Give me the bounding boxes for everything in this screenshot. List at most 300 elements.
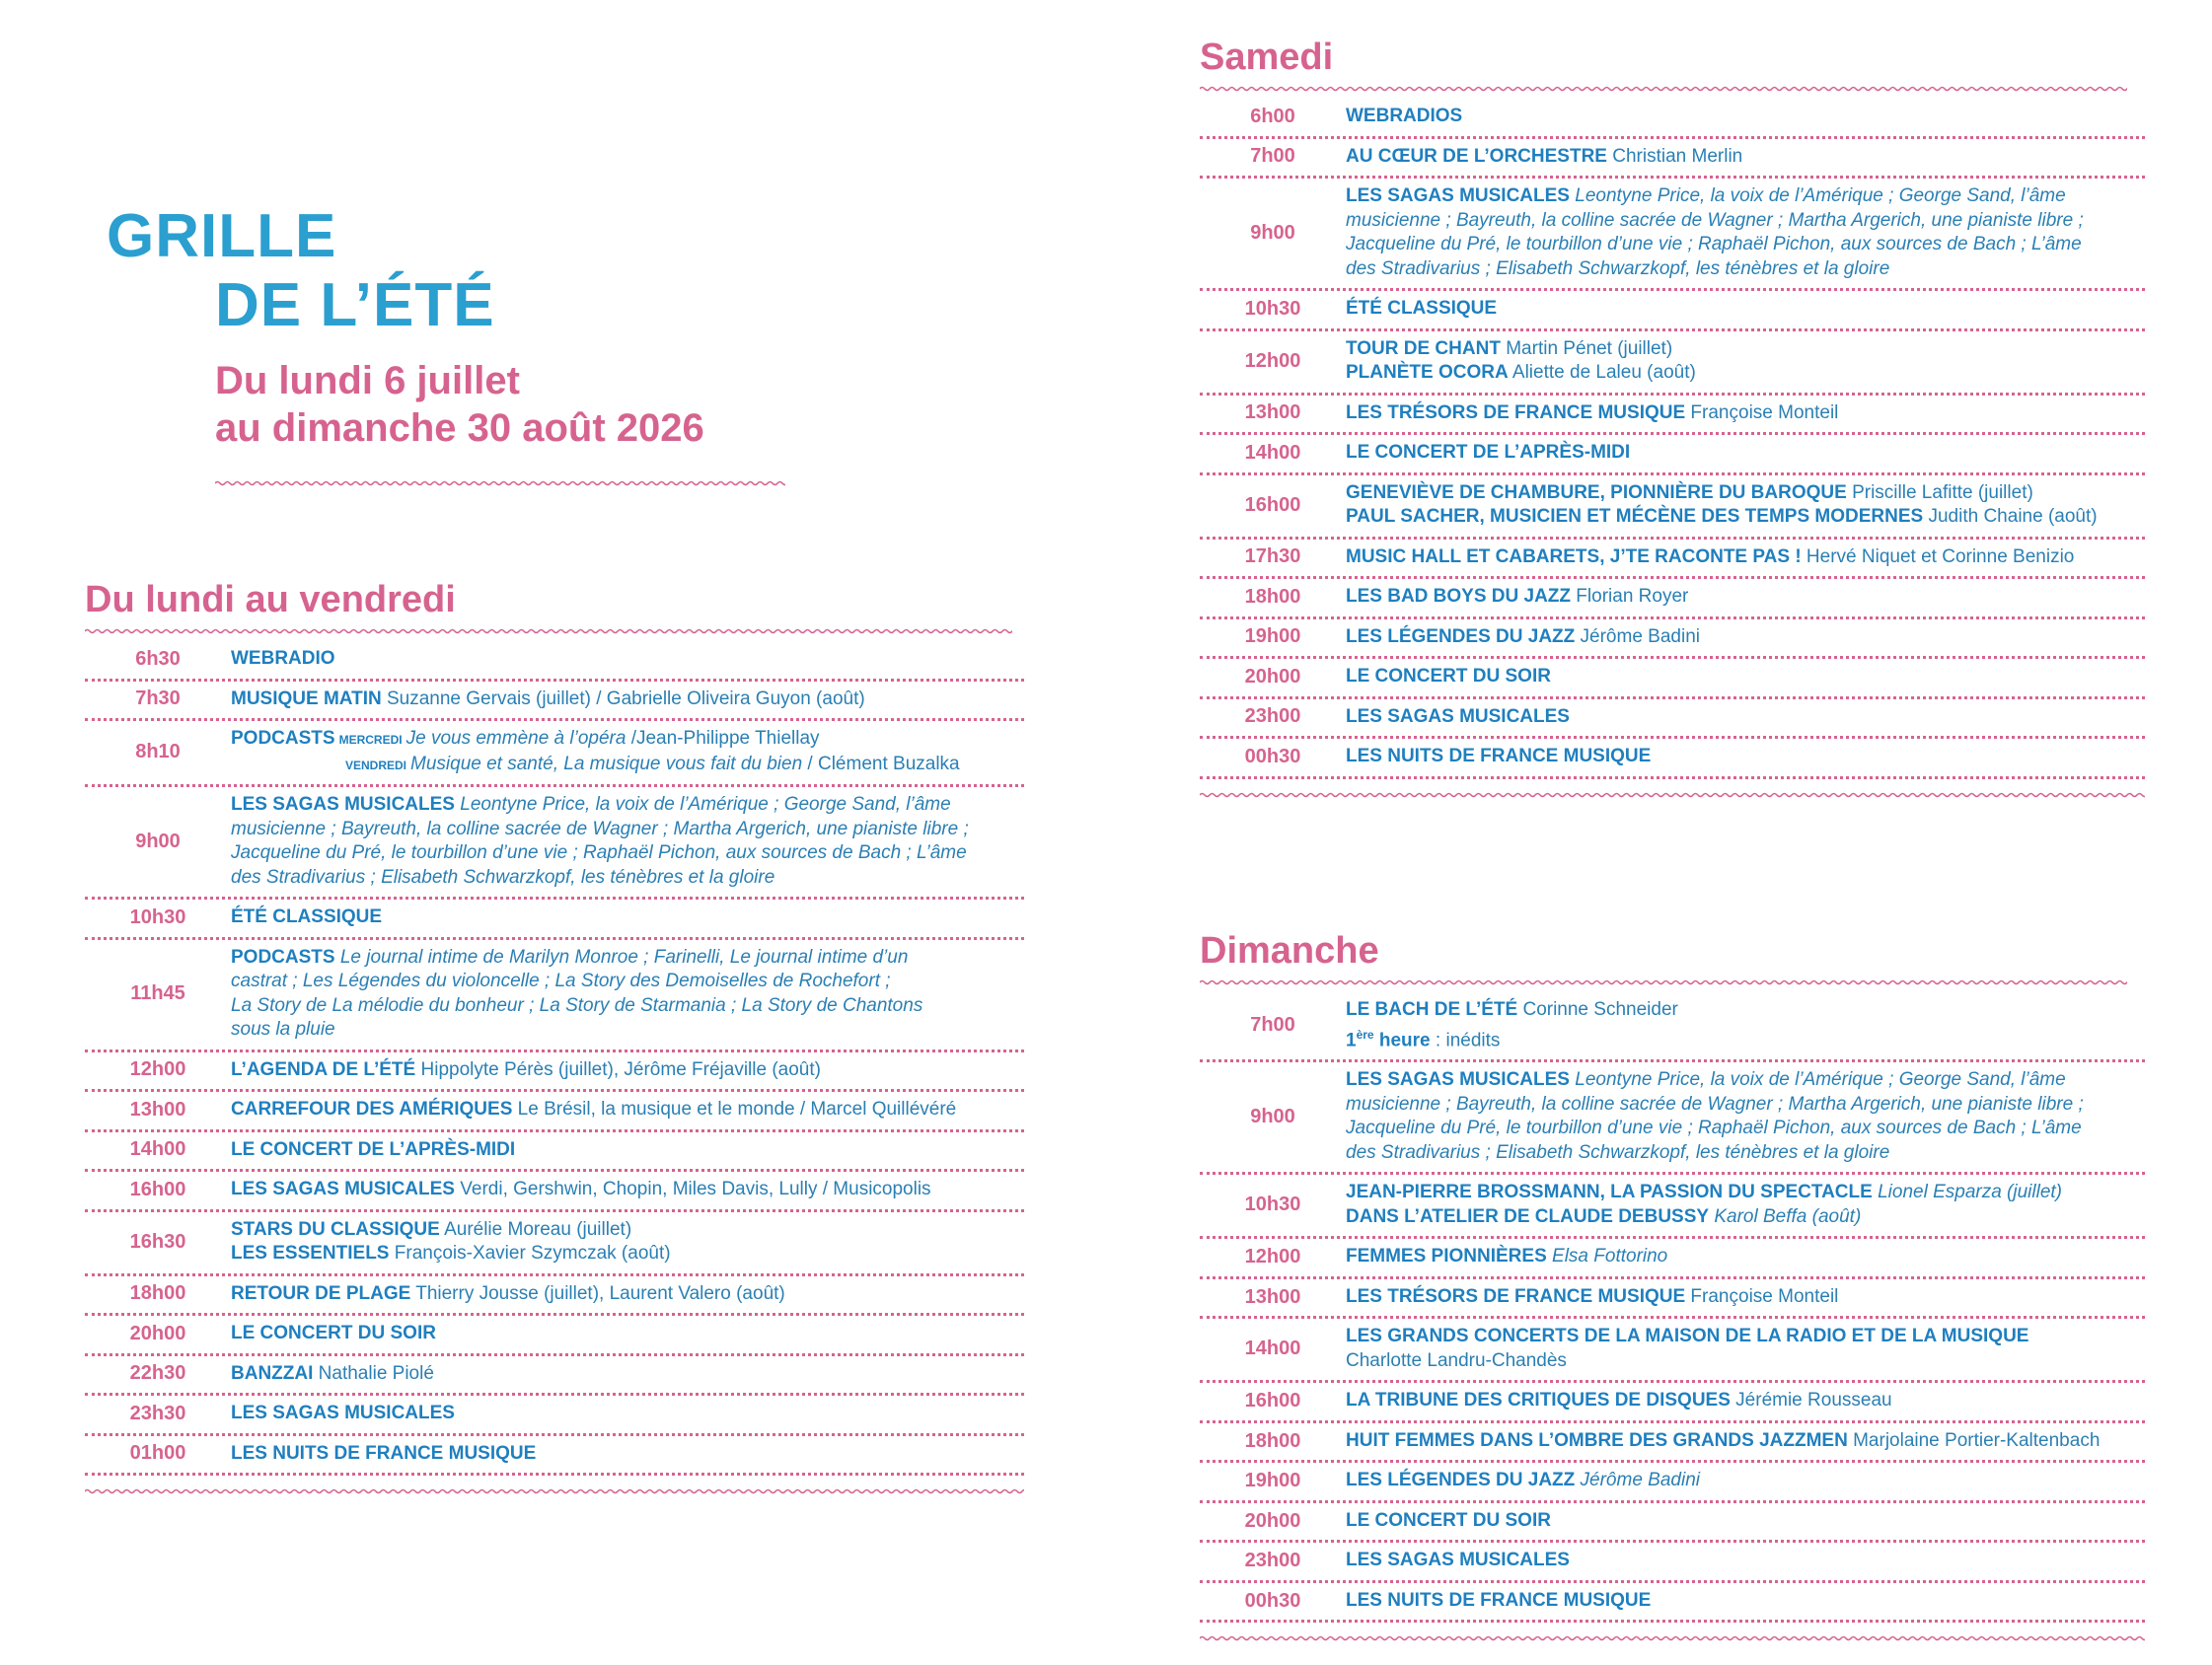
- time-slot: 19h00: [1244, 625, 1301, 648]
- program-episodes: Je vous emmène à l’opéra: [406, 728, 627, 749]
- program-info: [1346, 625, 2145, 650]
- program-title: LES NUITS DE FRANCE MUSIQUE: [1346, 746, 1652, 766]
- program-info: [1346, 745, 2145, 769]
- program-line: [1346, 1068, 2135, 1093]
- program-line: [1346, 1285, 2135, 1310]
- program-line: [1346, 361, 2135, 386]
- wavy-line: [1200, 88, 2127, 91]
- title-line-2: DE L’ÉTÉ: [215, 271, 495, 339]
- program-title: PODCASTS: [231, 946, 335, 968]
- program-episodes: musicienne ; Bayreuth, la colline sacrée de Wagner ; Martha Argerich, une pianiste libre ;: [1346, 209, 2084, 231]
- schedule-row: [85, 682, 1024, 722]
- program-line: [1346, 1509, 2135, 1534]
- program-host: François-Xavier Szymczak (août): [389, 1243, 671, 1264]
- program-episodes: Musique et santé, La musique vous fait du bien: [410, 753, 803, 774]
- program-line: [1346, 1141, 2135, 1166]
- schedule-row: [1200, 435, 2145, 475]
- program-info: [1346, 401, 2145, 426]
- program-title: FEMMES PIONNIÈRES: [1346, 1246, 1547, 1267]
- program-line: [231, 1058, 1014, 1083]
- program-info: [1346, 145, 2145, 170]
- program-episodes: musicienne ; Bayreuth, la colline sacrée de Wagner ; Martha Argerich, une pianiste libre ;: [1346, 1093, 2084, 1115]
- date-range-line-1: Du lundi 6 juillet: [215, 359, 520, 402]
- program-line: [231, 818, 1014, 842]
- schedule-row: [85, 1276, 1024, 1317]
- schedule-row: [1200, 579, 2145, 619]
- program-line: [1346, 585, 2135, 610]
- program-episodes: Jacqueline du Pré, le tourbillon d’une vie ; Raphaël Pichon, aux sources de Bach ; L’âme: [231, 842, 967, 863]
- program-line: [1346, 145, 2135, 170]
- schedule-row: [85, 900, 1024, 940]
- program-info: [1346, 1325, 2145, 1373]
- wavy-line: [85, 630, 1012, 633]
- program-line: [1346, 545, 2135, 570]
- program-info: [1346, 297, 2145, 322]
- schedule-row: [85, 1212, 1024, 1276]
- program-line: [1346, 1325, 2135, 1349]
- program-info: [1346, 998, 2145, 1052]
- program-line: [1346, 1093, 2135, 1118]
- program-title: LES SAGAS MUSICALES: [231, 1179, 455, 1199]
- schedule-row: [1200, 99, 2145, 139]
- time-slot: 13h00: [129, 1098, 186, 1121]
- program-line: [1346, 998, 2135, 1023]
- schedule-row: [85, 1132, 1024, 1173]
- schedule-row: [1200, 1423, 2145, 1464]
- day-tag: MERCREDI: [338, 733, 403, 747]
- time-slot: 7h00: [1250, 1014, 1295, 1037]
- time-slot: 8h10: [135, 741, 181, 762]
- program-line: [231, 946, 1014, 971]
- program-info: [231, 1282, 1024, 1307]
- time-slot: 7h00: [1250, 145, 1295, 168]
- program-info: [1346, 1589, 2145, 1614]
- wavy-line: [1200, 793, 2145, 796]
- program-title: LE CONCERT DU SOIR: [1346, 666, 1551, 687]
- program-host: Hippolyte Pérès (juillet), Jérôme Fréjaville (août): [415, 1058, 821, 1080]
- program-title: LE CONCERT DU SOIR: [231, 1323, 436, 1343]
- program-title: ÉTÉ CLASSIQUE: [1346, 298, 1498, 319]
- program-host: Thierry Jousse (juillet), Laurent Valero (août): [410, 1282, 785, 1304]
- time-slot: 20h00: [1244, 1509, 1301, 1532]
- program-title: LES SAGAS MUSICALES: [1346, 705, 1570, 727]
- program-episodes: Leontyne Price, la voix de l’Amérique ; George Sand, l’âme: [1569, 1069, 2066, 1091]
- program-episodes: castrat ; Les Légendes du violoncelle ; La Story des Demoiselles de Rochefort ;: [231, 971, 891, 991]
- program-line: [231, 1282, 1014, 1307]
- time-slot: 14h00: [1244, 441, 1301, 464]
- program-info: [231, 1402, 1024, 1426]
- program-episodes: La Story de La mélodie du bonheur ; La Story de Starmania ; La Story de Chantons: [231, 994, 923, 1016]
- program-title: LES NUITS DE FRANCE MUSIQUE: [1346, 1589, 1652, 1611]
- time-slot: 19h00: [1244, 1470, 1301, 1492]
- program-episodes: Karol Beffa (août): [1709, 1205, 1862, 1227]
- schedule-weekdays: [85, 641, 1024, 1476]
- program-line: [1346, 1469, 2135, 1493]
- program-line: [1346, 1023, 2135, 1053]
- time-slot: 14h00: [1244, 1338, 1301, 1360]
- time-slot: 9h00: [1250, 1105, 1295, 1127]
- program-title: LES LÉGENDES DU JAZZ: [1346, 1470, 1576, 1491]
- bottom-wavy-divider: [85, 1485, 1024, 1497]
- time-slot: 9h00: [135, 830, 181, 852]
- program-info: [231, 1362, 1024, 1387]
- program-title: LES SAGAS MUSICALES: [1346, 1550, 1570, 1571]
- program-line: [1346, 1429, 2135, 1454]
- time-slot: 13h00: [1244, 401, 1301, 424]
- program-title: TOUR DE CHANT: [1346, 337, 1501, 359]
- program-title: BANZZAI: [231, 1362, 314, 1384]
- time-slot: 18h00: [1244, 1429, 1301, 1452]
- time-slot: 23h00: [1244, 705, 1301, 728]
- time-slot: 12h00: [1244, 1246, 1301, 1268]
- schedule-row: [1200, 619, 2145, 660]
- time-slot: 18h00: [129, 1282, 186, 1305]
- program-title: LES BAD BOYS DU JAZZ: [1346, 586, 1572, 607]
- schedule-row: [85, 1356, 1024, 1397]
- schedule-row: [85, 721, 1024, 787]
- program-title: PAUL SACHER, MUSICIEN ET MÉCÈNE DES TEMPS MODERNES: [1346, 506, 1924, 527]
- program-info: [1346, 337, 2145, 386]
- program-title: PODCASTS: [231, 728, 335, 749]
- time-slot: 13h00: [1244, 1285, 1301, 1308]
- wavy-line: [215, 482, 785, 485]
- program-host: Suzanne Gervais (juillet) / Gabrielle Oliveira Guyon (août): [381, 688, 865, 709]
- program-host: Christian Merlin: [1606, 145, 1743, 167]
- program-title: LA TRIBUNE DES CRITIQUES DE DISQUES: [1346, 1390, 1731, 1412]
- program-line: [1346, 505, 2135, 530]
- time-slot: 12h00: [129, 1058, 186, 1081]
- program-title: LES ESSENTIELS: [231, 1243, 390, 1264]
- program-line: [231, 841, 1014, 866]
- program-line: [1346, 184, 2135, 209]
- program-host: Nathalie Piolé: [313, 1362, 434, 1384]
- schedule-row: [85, 1396, 1024, 1436]
- section-saturday: [1200, 36, 2145, 801]
- time-slot: 00h30: [1244, 1589, 1301, 1612]
- program-title: LES TRÉSORS DE FRANCE MUSIQUE: [1346, 1285, 1686, 1307]
- heading-wavy-divider: [1200, 83, 2127, 95]
- program-info: [1346, 665, 2145, 689]
- program-info: [1346, 1469, 2145, 1493]
- bottom-wavy-divider: [1200, 1632, 2145, 1644]
- program-title: LES TRÉSORS DE FRANCE MUSIQUE: [1346, 401, 1686, 423]
- program-line: [231, 753, 1014, 778]
- program-host: Florian Royer: [1571, 586, 1689, 607]
- program-host: Corinne Schneider: [1517, 999, 1678, 1020]
- program-title: heure: [1373, 1029, 1431, 1050]
- program-title: LES NUITS DE FRANCE MUSIQUE: [231, 1442, 537, 1464]
- schedule-row: [1200, 139, 2145, 180]
- program-episodes: Leontyne Price, la voix de l’Amérique ; George Sand, l’âme: [454, 794, 951, 815]
- schedule-row: [1200, 739, 2145, 779]
- program-line: [1346, 481, 2135, 506]
- time-slot: 11h45: [130, 982, 185, 1004]
- time-slot: 16h00: [1244, 493, 1301, 516]
- date-range: [215, 357, 704, 452]
- schedule-row: [85, 1436, 1024, 1477]
- program-line: [1346, 625, 2135, 650]
- program-info: [1346, 705, 2145, 730]
- program-line: [1346, 1589, 2135, 1614]
- program-title: HUIT FEMMES DANS L’OMBRE DES GRANDS JAZZMEN: [1346, 1429, 1848, 1451]
- wavy-line: [85, 1490, 1024, 1493]
- schedule-row: [1200, 1503, 2145, 1544]
- heading-wavy-divider: [85, 625, 1012, 637]
- program-line: [1346, 1117, 2135, 1141]
- program-host: : inédits: [1430, 1029, 1501, 1050]
- program-line: [231, 866, 1014, 891]
- program-info: [231, 1058, 1024, 1083]
- schedule-row: [85, 1092, 1024, 1132]
- program-info: [1346, 105, 2145, 129]
- schedule-row: [85, 940, 1024, 1052]
- schedule-row: [85, 787, 1024, 900]
- program-info: [231, 946, 1024, 1043]
- section-heading-sunday: Dimanche: [1200, 930, 1379, 972]
- schedule-row: [1200, 1062, 2145, 1175]
- day-tag: VENDREDI: [345, 758, 407, 772]
- time-slot: 22h30: [129, 1362, 186, 1385]
- program-info: [1346, 585, 2145, 610]
- program-episodes: Jérôme Badini: [1575, 1470, 1700, 1491]
- program-episodes: sous la pluie: [231, 1019, 335, 1040]
- time-slot: 20h00: [1244, 665, 1301, 688]
- program-info: [1346, 1285, 2145, 1310]
- program-line: [1346, 1349, 2135, 1374]
- schedule-row: [1200, 396, 2145, 436]
- program-line: [1346, 665, 2135, 689]
- schedule-row: [1200, 1583, 2145, 1624]
- program-title: RETOUR DE PLAGE: [231, 1282, 411, 1304]
- section-heading-saturday: Samedi: [1200, 36, 1334, 78]
- program-info: [1346, 184, 2145, 281]
- program-title: STARS DU CLASSIQUE: [231, 1218, 440, 1240]
- program-line: [1346, 705, 2135, 730]
- program-episodes: Lionel Esparza (juillet): [1872, 1182, 2063, 1203]
- program-title: MUSIC HALL ET CABARETS, J’TE RACONTE PAS !: [1346, 545, 1802, 567]
- time-slot: 14h00: [129, 1138, 186, 1161]
- time-slot: 16h30: [129, 1230, 186, 1253]
- title-wavy-divider: [215, 477, 785, 489]
- program-info: [231, 905, 1024, 930]
- program-episodes: des Stradivarius ; Elisabeth Schwarzkopf, les ténèbres et la gloire: [1346, 257, 1890, 279]
- schedule-row: [85, 1172, 1024, 1212]
- program-line: [231, 994, 1014, 1019]
- program-info: [1346, 545, 2145, 570]
- schedule-row: [85, 1052, 1024, 1093]
- program-info: [231, 793, 1024, 890]
- program-info: [231, 1138, 1024, 1163]
- schedule-row: [85, 641, 1024, 682]
- program-line: [1346, 257, 2135, 282]
- program-info: [1346, 1068, 2145, 1165]
- program-title: ÉTÉ CLASSIQUE: [231, 906, 383, 927]
- program-host: Aurélie Moreau (juillet): [439, 1218, 632, 1240]
- schedule-row: [1200, 1319, 2145, 1383]
- program-episodes: Jacqueline du Pré, le tourbillon d’une vie ; Raphaël Pichon, aux sources de Bach ; L’âme: [1346, 1118, 2082, 1139]
- program-host: Françoise Monteil: [1685, 1285, 1839, 1307]
- program-line: [231, 793, 1014, 818]
- program-host: Hervé Niquet et Corinne Benizio: [1801, 545, 2075, 567]
- program-host: Marjolaine Portier-Kaltenbach: [1847, 1429, 2101, 1451]
- program-line: [1346, 745, 2135, 769]
- program-line: [1346, 1549, 2135, 1573]
- program-line: [231, 727, 1014, 753]
- program-title: LES SAGAS MUSICALES: [1346, 185, 1570, 206]
- program-host: Le Brésil, la musique et le monde / Marcel Quillévéré: [512, 1099, 957, 1120]
- program-host: Jérôme Badini: [1575, 625, 1700, 647]
- program-line: [231, 1402, 1014, 1426]
- heading-wavy-divider: [1200, 977, 2127, 988]
- time-slot: 10h30: [1244, 297, 1301, 320]
- program-info: [231, 1442, 1024, 1467]
- program-line: [231, 1178, 1014, 1202]
- program-host: Françoise Monteil: [1685, 401, 1839, 423]
- schedule-row: [1200, 1279, 2145, 1320]
- program-title: LE BACH DE L’ÉTÉ: [1346, 999, 1518, 1020]
- program-line: [1346, 441, 2135, 466]
- time-slot: 6h00: [1250, 105, 1295, 127]
- program-line: [1346, 105, 2135, 129]
- section-sunday: [1200, 929, 2145, 1644]
- section-weekdays: [85, 578, 1024, 1497]
- program-host: /Jean-Philippe Thiellay: [626, 728, 820, 749]
- program-title: LES LÉGENDES DU JAZZ: [1346, 625, 1576, 647]
- time-slot: 9h00: [1250, 221, 1295, 244]
- time-slot: 17h30: [1244, 545, 1301, 568]
- program-line: [231, 1098, 1014, 1122]
- program-title: LES SAGAS MUSICALES: [1346, 1069, 1570, 1091]
- schedule-row: [1200, 1543, 2145, 1583]
- program-episodes: des Stradivarius ; Elisabeth Schwarzkopf, les ténèbres et la gloire: [231, 866, 775, 888]
- schedule-row: [1200, 699, 2145, 740]
- schedule-row: [1200, 1175, 2145, 1239]
- program-host: Judith Chaine (août): [1923, 506, 2098, 527]
- program-info: [1346, 1549, 2145, 1573]
- program-title: LE CONCERT DU SOIR: [1346, 1509, 1551, 1531]
- program-info: [231, 1098, 1024, 1122]
- program-episodes: Elsa Fottorino: [1546, 1246, 1668, 1267]
- program-line: [1346, 401, 2135, 426]
- program-title: MUSIQUE MATIN: [231, 688, 382, 709]
- program-host: Priscille Lafitte (juillet): [1846, 481, 2033, 503]
- program-info: [1346, 1181, 2145, 1229]
- program-info: [1346, 481, 2145, 530]
- program-line: [1346, 1389, 2135, 1413]
- program-line: [231, 1018, 1014, 1043]
- program-host: Martin Pénet (juillet): [1500, 337, 1673, 359]
- time-slot: 01h00: [129, 1442, 186, 1465]
- schedule-row: [1200, 179, 2145, 291]
- program-title: L’AGENDA DE L’ÉTÉ: [231, 1058, 416, 1080]
- program-info: [231, 647, 1024, 672]
- time-slot: 10h30: [129, 905, 186, 928]
- program-host: / Clément Buzalka: [802, 753, 960, 774]
- program-info: [231, 727, 1024, 777]
- schedule-row: [1200, 1239, 2145, 1279]
- program-info: [231, 688, 1024, 712]
- program-info: [231, 1178, 1024, 1202]
- program-episodes: des Stradivarius ; Elisabeth Schwarzkopf, les ténèbres et la gloire: [1346, 1141, 1890, 1163]
- program-episodes: Jacqueline du Pré, le tourbillon d’une vie ; Raphaël Pichon, aux sources de Bach ; L’âme: [1346, 234, 2082, 254]
- program-title: 1: [1346, 1029, 1357, 1050]
- program-info: [1346, 1429, 2145, 1454]
- section-heading-weekdays: Du lundi au vendredi: [85, 579, 456, 620]
- time-slot: 18h00: [1244, 585, 1301, 608]
- program-line: [231, 1362, 1014, 1387]
- program-title: PLANÈTE OCORA: [1346, 362, 1509, 383]
- time-slot: 20h00: [129, 1322, 186, 1344]
- program-host: Verdi, Gershwin, Chopin, Miles Davis, Lully / Musicopolis: [454, 1179, 931, 1199]
- program-title: LES SAGAS MUSICALES: [231, 794, 455, 815]
- program-line: [1346, 209, 2135, 234]
- program-line: [231, 1242, 1014, 1267]
- program-title: LES SAGAS MUSICALES: [231, 1403, 455, 1423]
- ordinal-suffix: ère: [1356, 1027, 1374, 1042]
- date-range-line-2: au dimanche 30 août 2026: [215, 406, 704, 450]
- time-slot: 12h00: [1244, 349, 1301, 372]
- schedule-row: [1200, 331, 2145, 396]
- program-title: LE CONCERT DE L’APRÈS-MIDI: [231, 1138, 516, 1160]
- schedule-row: [1200, 992, 2145, 1062]
- schedule-row: [1200, 1463, 2145, 1503]
- schedule-sunday: [1200, 992, 2145, 1623]
- time-slot: 23h00: [1244, 1550, 1301, 1572]
- program-line: [231, 647, 1014, 672]
- program-info: [1346, 1509, 2145, 1534]
- program-host: Aliette de Laleu (août): [1508, 362, 1696, 383]
- program-info: [1346, 1245, 2145, 1269]
- program-title: WEBRADIO: [231, 648, 335, 669]
- time-slot: 7h30: [135, 688, 181, 710]
- schedule-row: [85, 1316, 1024, 1356]
- program-info: [1346, 1389, 2145, 1413]
- time-slot: 23h30: [129, 1402, 186, 1424]
- time-slot: 10h30: [1244, 1194, 1301, 1216]
- time-slot: 16h00: [129, 1178, 186, 1200]
- program-title: WEBRADIOS: [1346, 106, 1463, 126]
- wavy-line: [1200, 981, 2127, 984]
- time-slot: 6h30: [135, 647, 181, 670]
- program-line: [231, 905, 1014, 930]
- program-info: [231, 1322, 1024, 1346]
- program-episodes: Le journal intime de Marilyn Monroe ; Farinelli, Le journal intime d’un: [334, 946, 909, 968]
- schedule-saturday: [1200, 99, 2145, 779]
- program-line: [1346, 233, 2135, 257]
- schedule-row: [1200, 1383, 2145, 1423]
- bottom-wavy-divider: [1200, 789, 2145, 801]
- wavy-line: [1200, 1637, 2145, 1640]
- schedule-row: [1200, 659, 2145, 699]
- schedule-row: [1200, 475, 2145, 540]
- program-title: AU CŒUR DE L’ORCHESTRE: [1346, 145, 1607, 167]
- program-info: [1346, 441, 2145, 466]
- time-slot: 16h00: [1244, 1390, 1301, 1412]
- program-title: LES GRANDS CONCERTS DE LA MAISON DE LA RADIO ET DE LA MUSIQUE: [1346, 1326, 2029, 1347]
- program-host: Charlotte Landru-Chandès: [1346, 1349, 1567, 1371]
- program-line: [231, 688, 1014, 712]
- program-line: [1346, 297, 2135, 322]
- program-title: DANS L’ATELIER DE CLAUDE DEBUSSY: [1346, 1205, 1710, 1227]
- program-line: [1346, 1205, 2135, 1230]
- program-line: [231, 1218, 1014, 1243]
- page-title: [107, 202, 495, 340]
- title-line-1: GRILLE: [107, 202, 337, 270]
- program-line: [231, 970, 1014, 994]
- program-line: [231, 1442, 1014, 1467]
- program-title: CARREFOUR DES AMÉRIQUES: [231, 1099, 513, 1120]
- program-line: [1346, 1181, 2135, 1205]
